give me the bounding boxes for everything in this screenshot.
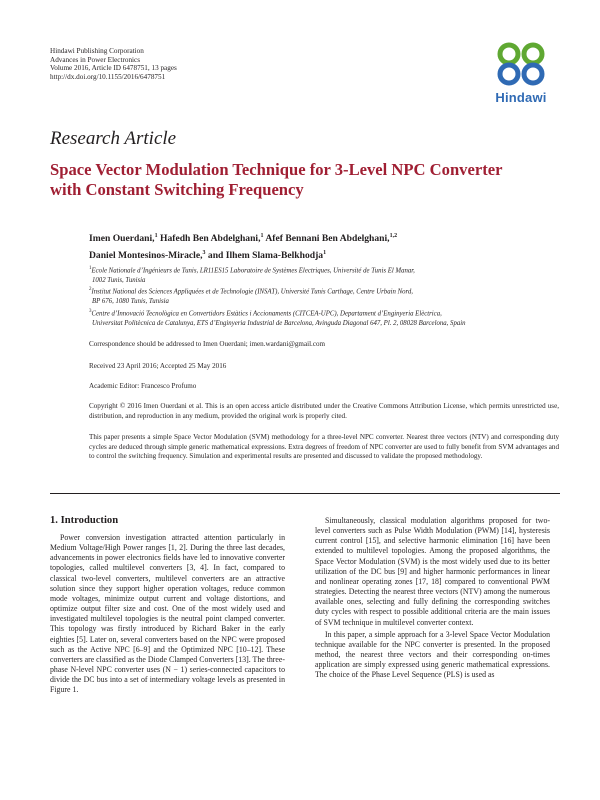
affiliation-number: 3: [89, 309, 92, 314]
author-list: [89, 229, 559, 263]
author-affiliation-mark: 1: [154, 233, 158, 239]
section-divider: [50, 493, 560, 494]
author-affiliation-mark: 1: [260, 233, 264, 239]
body-column-right: [315, 516, 550, 681]
journal-info: [50, 47, 177, 81]
article-type: Research Article: [50, 128, 177, 149]
affiliation-text-cont: 1002 Tunis, Tunisia: [92, 276, 146, 284]
affiliation-number: 1: [89, 266, 92, 271]
author-line-2: [89, 246, 559, 263]
affiliation-text-cont: Universitat Politècnica de Catalunya, ETS d’Enginyeria Industrial de Barcelona, Avinguda Diagonal 647, Pl. 2, 08028 Barcelona, Spain: [92, 319, 466, 327]
logo-wordmark: Hindawi: [495, 90, 547, 105]
affiliation-text: Ecole Nationale d’Ingénieurs de Tunis, LR11ES15 Laboratoire de Systèmes Electriques, Université de Tunis El Manar,: [91, 267, 415, 275]
volume-line: Volume 2016, Article ID 6478751, 13 pages: [50, 64, 177, 73]
section-heading: 1. Introduction: [50, 515, 119, 526]
affiliation-2: [89, 285, 559, 306]
title-line-2: with Constant Switching Frequency: [50, 180, 304, 199]
journal-name: Advances in Power Electronics: [50, 55, 141, 64]
body-column-left: [50, 533, 285, 696]
paragraph: In this paper, a simple approach for a 3-level Space Vector Modulation technique available for the NPC converter is presented. In the proposed method, the nearest three vectors and their corresponding on-times application are simply expressed using generic mathematical expressions. The choice of the Phase Level Sequence (PLS) is used as: [315, 629, 550, 680]
affiliation-text-cont: BP 676, 1080 Tunis, Tunisia: [92, 297, 169, 305]
author-affiliation-mark: 1: [323, 250, 327, 257]
affiliation-3: [89, 307, 559, 328]
doi-link[interactable]: http://dx.doi.org/10.1155/2016/6478751: [50, 72, 166, 81]
dates-line: Received 23 April 2016; Accepted 25 May 2016: [89, 362, 227, 370]
title-line-1: Space Vector Modulation Technique for 3-Level NPC Converter: [50, 160, 503, 179]
author-name: Hafedh Ben Abdelghani,: [159, 233, 261, 245]
editor-line: Academic Editor: Francesco Profumo: [89, 382, 197, 390]
hindawi-logo: [490, 40, 562, 106]
author-name: Imen Ouerdani,: [89, 233, 155, 245]
copyright-notice: Copyright © 2016 Imen Ouerdani et al. This is an open access article distributed under the Creative Commons Attribution License, which permits unrestricted use, distribution, and reproduction in any medium, provided the original work is properly cited.: [89, 402, 559, 420]
article-title: [50, 160, 560, 200]
author-name: Daniel Montesinos-Miracle,: [89, 250, 203, 262]
paragraph: Power conversion investigation attracted attention particularly in Medium Voltage/High Power ranges [1, 2]. During the three last decades, advancements in power electronics fields have led to innovative converter topologies, called multilevel converters [3, 4]. In fact, compared to classical two-level converters, multilevel converters are an attractive solution since they support higher operation voltages, reduce common mode voltages, minimize output current and voltage distortions, and optimize output filter size and cost. One of the most widely used and investigated multilevel topologies is the neutral point clamped converter. This topology was firstly introduced by Richard Baker in the early eighties [5]. Later on, several converters based on the NPC were proposed such as the Active NPC [6–9] and the Optimized NPC [10–12]. These converters are classified as the Diode Clamped Converters [13]. The three-phase N-level NPC converter uses (N − 1) series-connected capacitors to divide the DC bus into a set of intermediary voltage levels as presented in Figure 1.: [50, 533, 285, 695]
correspondence-line: Correspondence should be addressed to Imen Ouerdani; imen.wardani@gmail.com: [89, 340, 326, 348]
abstract: This paper presents a simple Space Vector Modulation (SVM) methodology for a three-level NPC converter. Nearest three vectors (NTV) and corresponding duty cycles are deduced through simple generic mathematical expressions. Extra degrees of freedom of NPC converter are used to fully benefit from SVM advantages and to control the switching frequency. Simulation and experimental results are presented and discussed to validate the proposed methodology.: [89, 433, 559, 461]
author-line-1: [89, 229, 559, 246]
affiliation-text: Institut National des Sciences Appliquées et de Technologie (INSAT), Université Tunis Carthage, Centre Urbain Nord,: [91, 288, 414, 296]
hindawi-rings-icon: [490, 40, 552, 90]
publisher: Hindawi Publishing Corporation: [50, 47, 144, 55]
author-affiliation-mark: 3: [202, 250, 206, 257]
author-name: Afef Bennani Ben Abdelghani,: [265, 233, 390, 245]
paragraph: Simultaneously, classical modulation algorithms proposed for two-level converters such as Pulse Width Modulation (PWM) [14], hysteresis current control [15], and selective harmonic elimination [16] have been extended to multilevel topologies. Among the proposed algorithms, the Space Vector Modulation (SVM) is the most widely used due to its better utilization of the DC bus [9] and higher harmonic performances in linear and nonlinear operating zones [17, 18] compared to conventional PWM strategies. Detecting the nearest three vectors (NTV) among the numerous available ones, selecting and fully defining the corresponding switches duty cycles with respect to possible additional criteria are the main issues of SVM technique in multilevel converter context.: [315, 516, 550, 627]
affiliation-number: 2: [89, 287, 92, 292]
affiliation-1: [89, 264, 559, 285]
affiliation-text: Centre d’Innovació Tecnològica en Convertidors Estàtics i Accionaments (CITCEA-UPC), Departament d’Enginyeria Elèctrica,: [91, 310, 442, 318]
author-name: and Ilhem Slama-Belkhodja: [207, 250, 324, 262]
author-affiliation-mark: 1,2: [389, 233, 398, 239]
